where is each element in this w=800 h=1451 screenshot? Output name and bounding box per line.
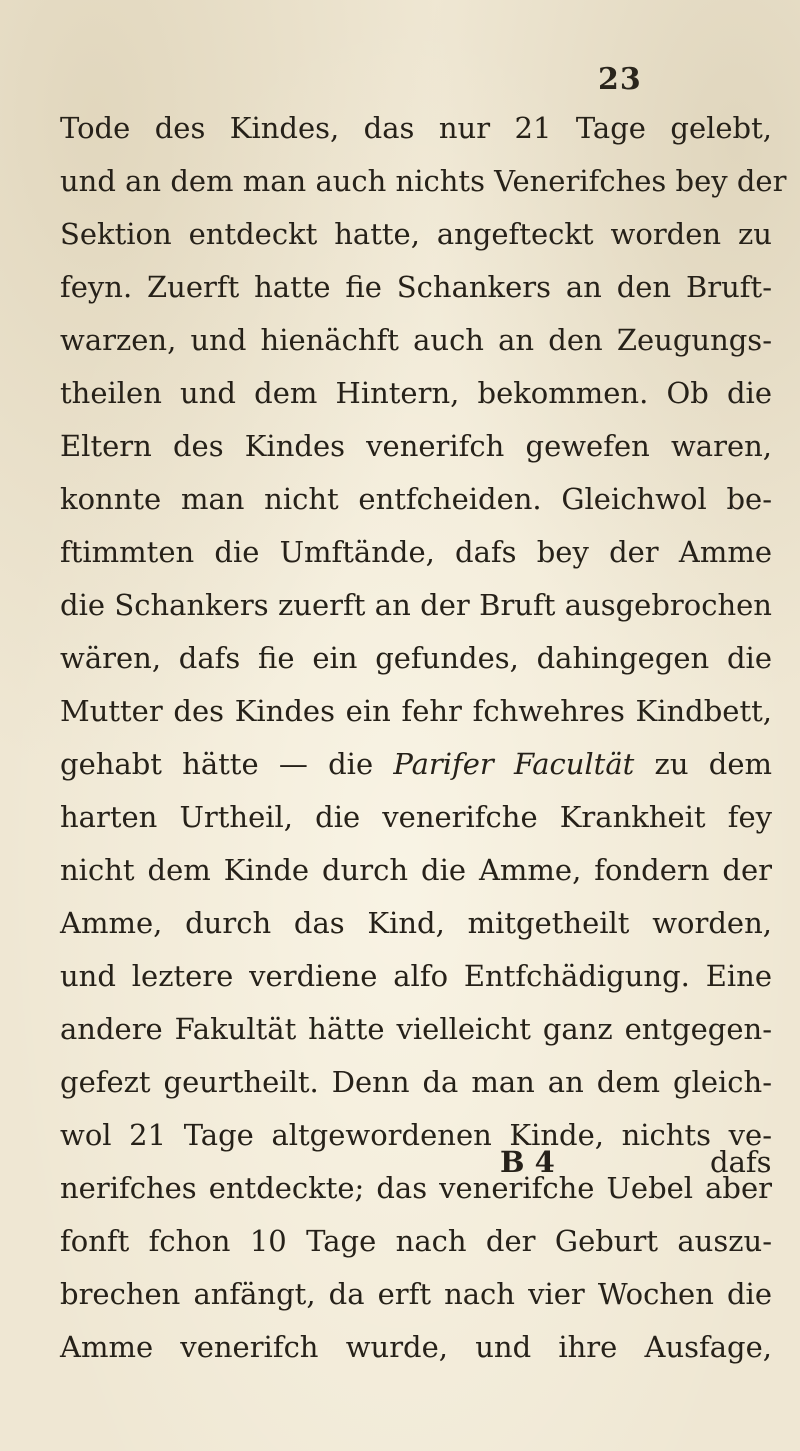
text-line: brechen anfängt, da erft nach vier Wochen die bbox=[60, 1277, 772, 1311]
page-number: 23 bbox=[598, 62, 642, 97]
text-line: Tode des Kindes, das nur 21 Tage gelebt, bbox=[60, 111, 772, 145]
text-line: Amme venerifch wurde, und ihre Ausfage, bbox=[60, 1330, 772, 1364]
text-line: fonft fchon 10 Tage nach der Geburt auszu- bbox=[60, 1224, 772, 1258]
text-line: Mutter des Kindes ein fehr fchwehres Kindbett, bbox=[60, 694, 772, 728]
line-segment: gehabt hätte — die bbox=[60, 747, 394, 781]
text-line: wären, dafs fie ein gefundes, dahingegen die bbox=[60, 641, 772, 675]
line-segment: zu dem bbox=[634, 747, 772, 781]
text-line-with-emphasis bbox=[60, 738, 772, 791]
text-line: harten Urtheil, die venerifche Krankheit fey bbox=[60, 800, 772, 834]
text-line: und leztere verdiene alfo Entfchädigung. Eine bbox=[60, 959, 772, 993]
text-line: feyn. Zuerft hatte fie Schankers an den Bruft- bbox=[60, 270, 772, 304]
text-line: andere Fakultät hätte vielleicht ganz entgegen- bbox=[60, 1012, 772, 1046]
text-line: konnte man nicht entfcheiden. Gleichwol be- bbox=[60, 482, 772, 516]
text-line: Eltern des Kindes venerifch gewefen waren, bbox=[60, 429, 772, 463]
text-line: Amme, durch das Kind, mitgetheilt worden, bbox=[60, 906, 772, 940]
text-line: wol 21 Tage altgewordenen Kinde, nichts ve- bbox=[60, 1118, 772, 1152]
text-line: theilen und dem Hintern, bekommen. Ob die bbox=[60, 376, 772, 410]
text-line: ftimmten die Umftände, dafs bey der Amme bbox=[60, 535, 772, 569]
text-line: die Schankers zuerft an der Bruft ausgebrochen bbox=[60, 588, 772, 622]
text-line: und an dem man auch nichts Venerifches bey der bbox=[60, 164, 787, 198]
text-line: nerifches entdeckte; das venerifche Uebel aber bbox=[60, 1171, 772, 1205]
text-line: Sektion entdeckt hatte, angefteckt worden zu bbox=[60, 217, 772, 251]
text-line: gefezt geurtheilt. Denn da man an dem gleich- bbox=[60, 1065, 772, 1099]
text-line: nicht dem Kinde durch die Amme, fondern der bbox=[60, 853, 772, 887]
catchword: dafs bbox=[710, 1145, 772, 1179]
text-line: warzen, und hienächft auch an den Zeugungs- bbox=[60, 323, 772, 357]
signature-mark: B 4 bbox=[500, 1145, 555, 1179]
page-footer bbox=[60, 1136, 772, 1189]
emphasized-term: Parifer Facultät bbox=[393, 747, 635, 781]
